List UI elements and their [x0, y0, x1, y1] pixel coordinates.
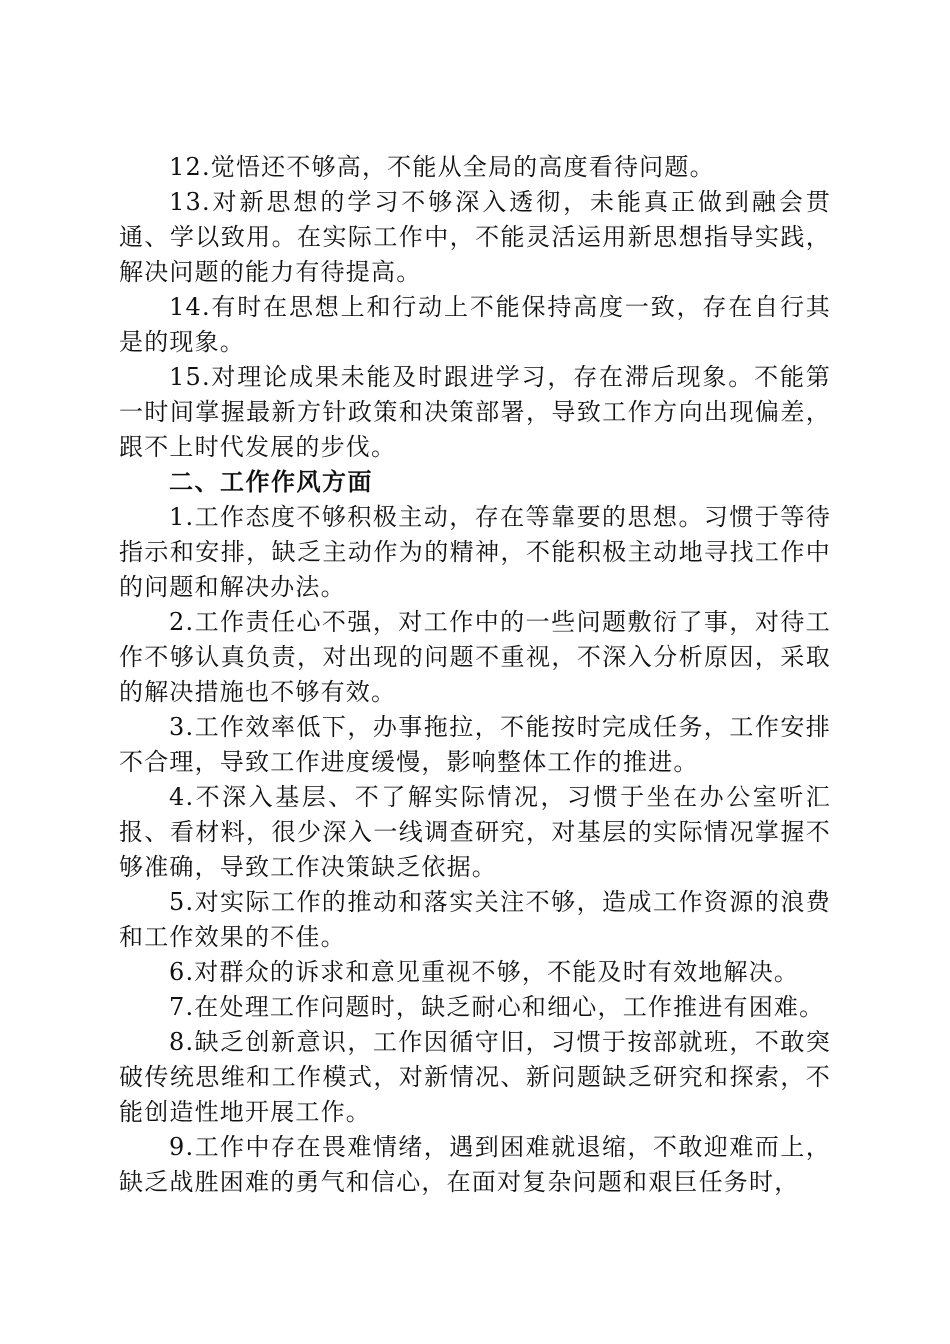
section-heading: 二、工作作风方面 [169, 468, 373, 496]
section-paragraph-5: 5.对实际工作的推动和落实关注不够，造成工作资源的浪费和工作效果的不佳。 [119, 888, 831, 951]
paragraph-item-13: 13.对新思想的学习不够深入透彻，未能真正做到融会贯通、学以致用。在实际工作中，不能灵活运用新思想指导实践，解决问题的能力有待提高。 [119, 188, 831, 286]
document-body [119, 150, 831, 1200]
section-paragraph-9: 9.工作中存在畏难情绪，遇到困难就退缩，不敢迎难而上，缺乏战胜困难的勇气和信心，在面对复杂问题和艰巨任务时， [119, 1133, 831, 1196]
paragraph-item-12: 12.觉悟还不够高，不能从全局的高度看待问题。 [169, 153, 715, 181]
section-paragraph-8: 8.缺乏创新意识，工作因循守旧，习惯于按部就班，不敢突破传统思维和工作模式，对新情况、新问题缺乏研究和探索，不能创造性地开展工作。 [119, 1028, 831, 1126]
section-paragraph-1: 1.工作态度不够积极主动，存在等靠要的思想。习惯于等待指示和安排，缺乏主动作为的精神，不能积极主动地寻找工作中的问题和解决办法。 [119, 503, 831, 601]
section-paragraph-6: 6.对群众的诉求和意见重视不够，不能及时有效地解决。 [169, 958, 800, 986]
section-paragraph-2: 2.工作责任心不强，对工作中的一些问题敷衍了事，对待工作不够认真负责，对出现的问题不重视，不深入分析原因，采取的解决措施也不够有效。 [119, 608, 831, 706]
paragraph-item-14: 14.有时在思想上和行动上不能保持高度一致，存在自行其是的现象。 [119, 293, 831, 356]
paragraph-item-15: 15.对理论成果未能及时跟进学习，存在滞后现象。不能第一时间掌握最新方针政策和决策部署，导致工作方向出现偏差，跟不上时代发展的步伐。 [119, 363, 831, 461]
section-paragraph-4: 4.不深入基层、不了解实际情况，习惯于坐在办公室听汇报、看材料，很少深入一线调查研究，对基层的实际情况掌握不够准确，导致工作决策缺乏依据。 [119, 783, 831, 881]
section-paragraph-3: 3.工作效率低下，办事拖拉，不能按时完成任务，工作安排不合理，导致工作进度缓慢，影响整体工作的推进。 [119, 713, 831, 776]
section-paragraph-7: 7.在处理工作问题时，缺乏耐心和细心，工作推进有困难。 [169, 993, 825, 1021]
